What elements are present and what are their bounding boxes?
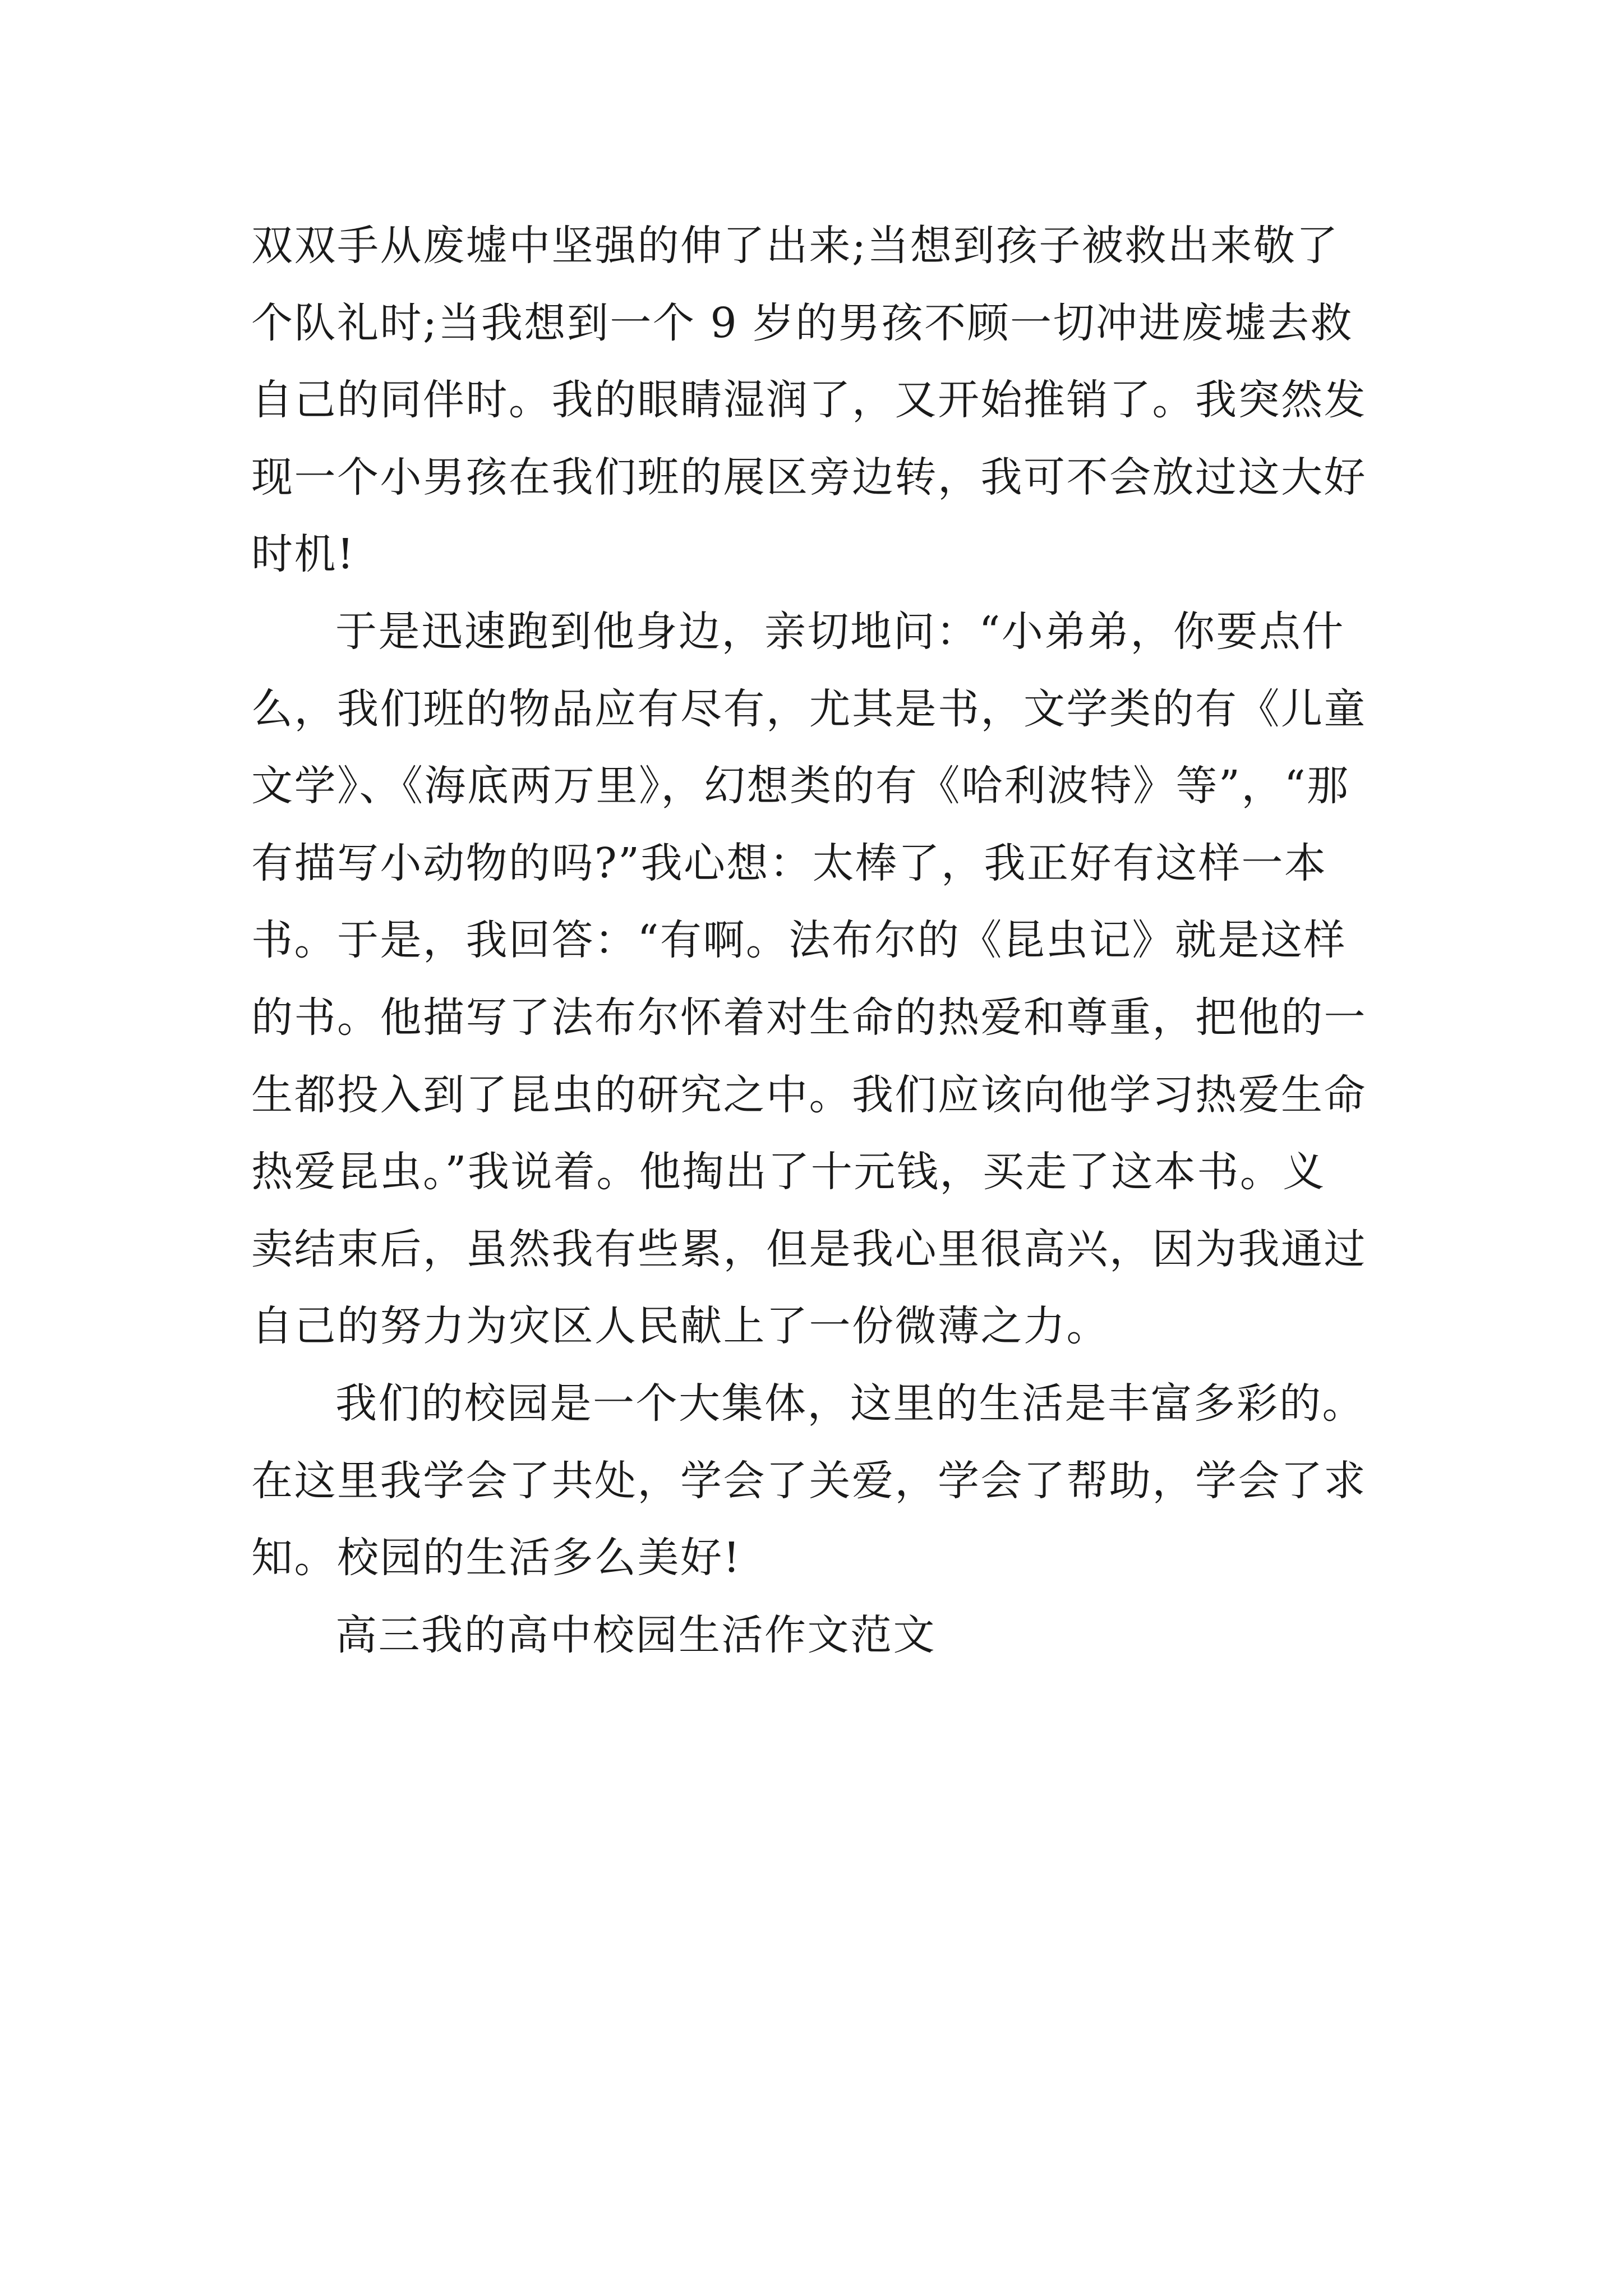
paragraph-line: 的书。他描写了法布尔怀着对生命的热爱和尊重，把他的一 [251, 993, 1367, 1042]
paragraph-line: 书。于是，我回答：“有啊。法布尔的《昆虫记》就是这样 [251, 916, 1347, 965]
paragraph-line: 个队礼时;当我想到一个 9 岁的男孩不顾一切冲进废墟去救 [251, 298, 1354, 347]
paragraph-line: 文学》、《海底两万里》，幻想类的有《哈利波特》等”，“那 [251, 762, 1350, 811]
paragraph-line: 于是迅速跑到他身边，亲切地问：“小弟弟，你要点什 [335, 607, 1345, 656]
paragraph-line: 我们的校园是一个大集体，这里的生活是丰富多彩的。 [335, 1379, 1365, 1428]
paragraph-line: 双双手从废墟中坚强的伸了出来;当想到孩子被救出来敬了 [251, 222, 1339, 270]
paragraph-line: 时机! [251, 530, 356, 579]
paragraph-2 [251, 593, 1423, 1365]
paragraph-line: 生都投入到了昆虫的研究之中。我们应该向他学习热爱生命 [251, 1070, 1367, 1119]
paragraph-line: 知。校园的生活多么美好! [251, 1534, 741, 1582]
next-article-title: 高三我的高中校园生活作文范文 [335, 1611, 936, 1659]
paragraph-line: 现一个小男孩在我们班的展区旁边转，我可不会放过这大好 [251, 453, 1367, 501]
paragraph-line: 热爱昆虫。”我说着。他掏出了十元钱，买走了这本书。义 [251, 1148, 1326, 1197]
paragraph-line: 自己的努力为灾区人民献上了一份微薄之力。 [251, 1302, 1109, 1351]
paragraph-3 [251, 1365, 1423, 1597]
paragraph-line: 卖结束后，虽然我有些累，但是我心里很高兴，因为我通过 [251, 1225, 1367, 1273]
document-body [251, 208, 1423, 1674]
paragraph-line: 自己的同伴时。我的眼睛湿润了，又开始推销了。我突然发 [251, 376, 1367, 425]
paragraph-line: 在这里我学会了共处，学会了关爱，学会了帮助，学会了求 [251, 1456, 1367, 1505]
paragraph-line: 有描写小动物的吗?”我心想：太棒了，我正好有这样一本 [251, 839, 1327, 887]
paragraph-line: 么，我们班的物品应有尽有，尤其是书，文学类的有《儿童 [251, 684, 1367, 733]
paragraph-1 [251, 208, 1423, 593]
